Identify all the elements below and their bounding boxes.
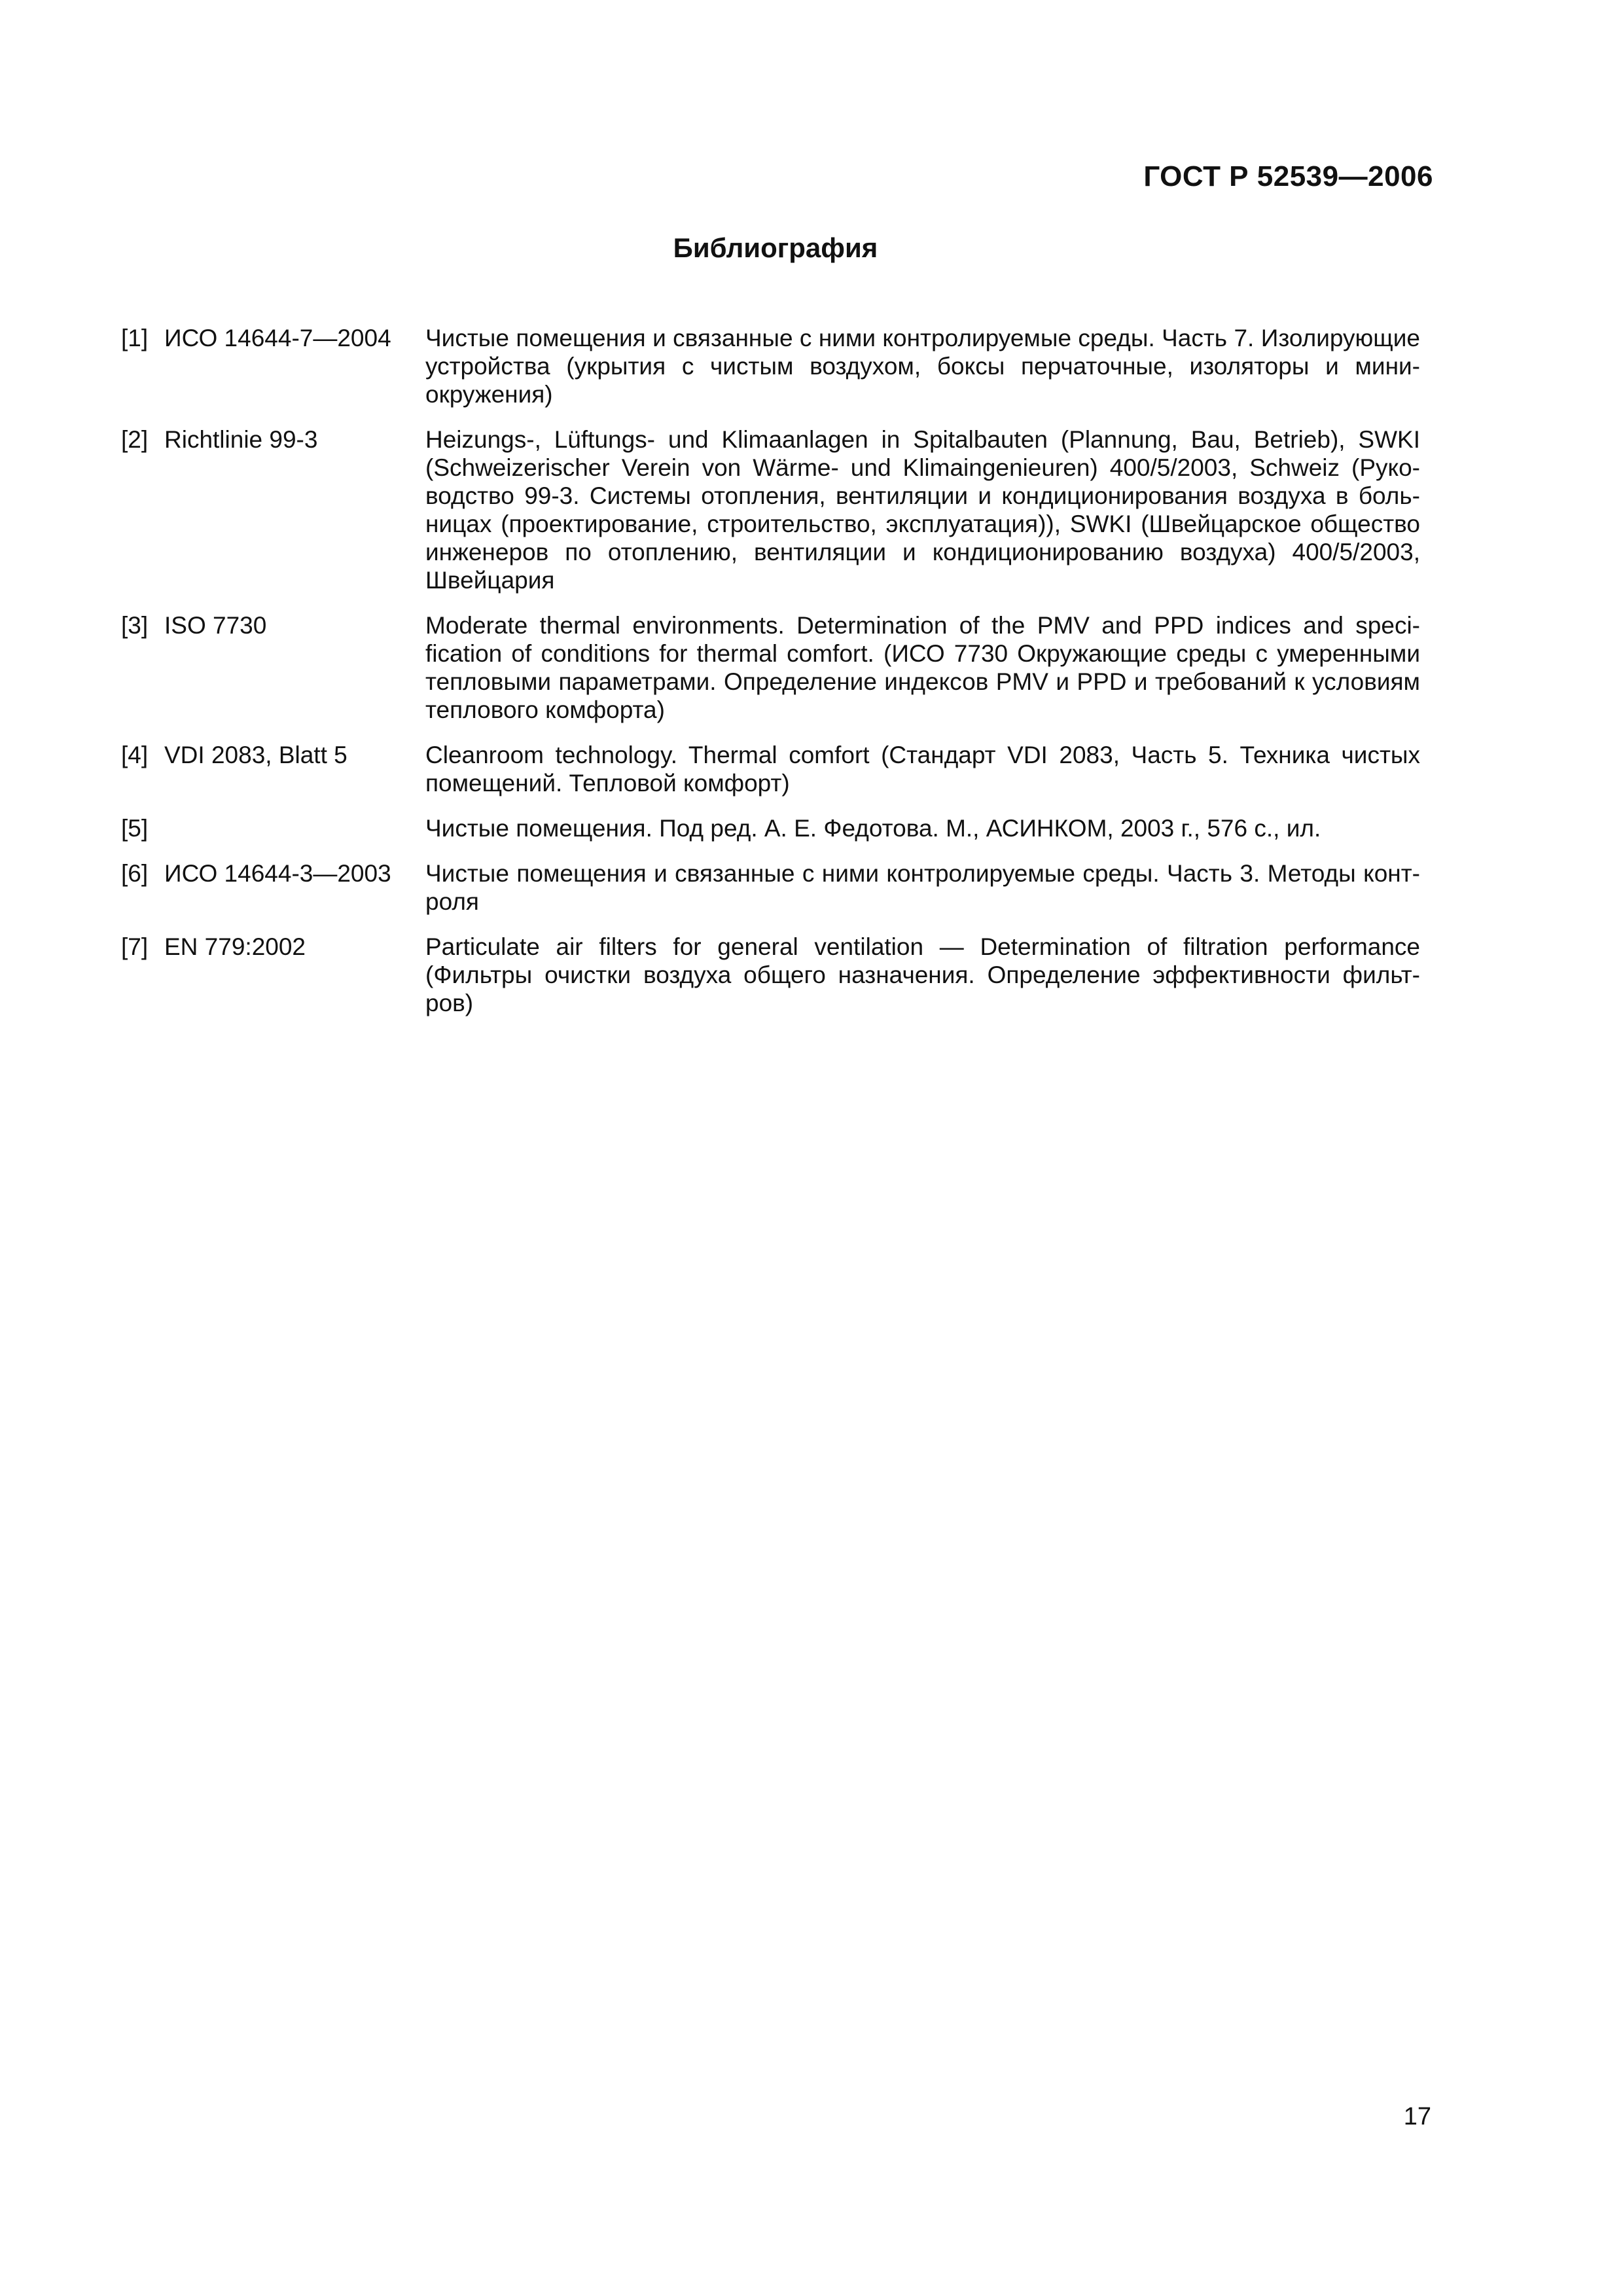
entry-reference — [121, 814, 425, 842]
entry-reference — [121, 859, 425, 888]
bibliography-entry-4 — [121, 741, 1420, 797]
entry-description: Чистые помещения и связанные с ними контролируемые среды. Часть 3. Методы конт-роля — [425, 860, 1420, 915]
entry-description: Particulate air filters for general ventilation — Determination of filtration performance (Фильтры очистки воздуха общего назначения. Определение эффективности фильт-ров) — [425, 933, 1420, 1016]
entry-reference — [121, 933, 425, 961]
entry-code: Richtlinie 99-3 — [164, 426, 318, 453]
bibliography-entry-5 — [121, 814, 1420, 842]
bibliography-entry-1 — [121, 324, 1420, 408]
entry-code — [164, 814, 425, 842]
entry-code: ISO 7730 — [164, 612, 267, 639]
section-title: Библиография — [673, 232, 878, 263]
entry-code: VDI 2083, Blatt 5 — [164, 742, 348, 768]
entry-description: Чистые помещения. Под ред. А. Е. Федотова. М., АСИНКОМ, 2003 г., 576 с., ил. — [425, 815, 1321, 842]
entry-number: [3] — [121, 612, 149, 639]
bibliography-entry-3 — [121, 611, 1420, 724]
entry-description: Cleanroom technology. Thermal comfort (Стандарт VDI 2083, Часть 5. Техника чистых помещений. Тепловой комфорт) — [425, 742, 1420, 797]
entry-reference — [121, 611, 425, 639]
entry-number: [5] — [121, 815, 149, 842]
entry-description: Чистые помещения и связанные с ними контролируемые среды. Часть 7. Изолирующие устройства (укрытия с чистым воздухом, боксы перчаточные, изоляторы и мини-окружения) — [425, 325, 1420, 408]
bibliography-entry-6 — [121, 859, 1420, 916]
entry-reference — [121, 324, 425, 352]
bibliography-entry-7 — [121, 933, 1420, 1017]
entry-number: [2] — [121, 426, 149, 453]
entry-number: [7] — [121, 933, 149, 960]
entry-number: [1] — [121, 325, 149, 351]
entry-description: Moderate thermal environments. Determination of the PMV and PPD indices and speci-fication of conditions for thermal comfort. (ИСО 7730 Окружающие среды с умеренными тепловыми параметрами. Определение индексов PMV и PPD и требований к условиям теплового комфорта) — [425, 612, 1420, 723]
entry-number: [4] — [121, 742, 149, 768]
entry-code: ИСО 14644-7—2004 — [164, 325, 391, 351]
entry-number: [6] — [121, 860, 149, 887]
entry-reference — [121, 425, 425, 454]
bibliography-entry-2 — [121, 425, 1420, 594]
entry-reference — [121, 741, 425, 769]
page-number: 17 — [1403, 2103, 1431, 2130]
entry-description: Heizungs-, Lüftungs- und Klimaanlagen in Spitalbauten (Plannung, Bau, Betrieb), SWKI (Schweizerischer Verein von Wärme- und Klimaingenieuren) 400/5/2003, Schweiz (Руко-водство 99-3. Системы отопления, вентиляции и кондиционирования воздуха в боль-ницах (проектирование, строительство, эксплуатация)), SWKI (Швейцарское общество инженеров по отоплению, вентиляции и кондиционированию воздуха) 400/5/2003, Швейцария — [425, 426, 1420, 594]
entry-code: EN 779:2002 — [164, 933, 306, 960]
standard-designation: ГОСТ Р 52539—2006 — [1143, 160, 1433, 192]
bibliography-list — [121, 324, 1420, 1034]
entry-code: ИСО 14644-3—2003 — [164, 860, 391, 887]
